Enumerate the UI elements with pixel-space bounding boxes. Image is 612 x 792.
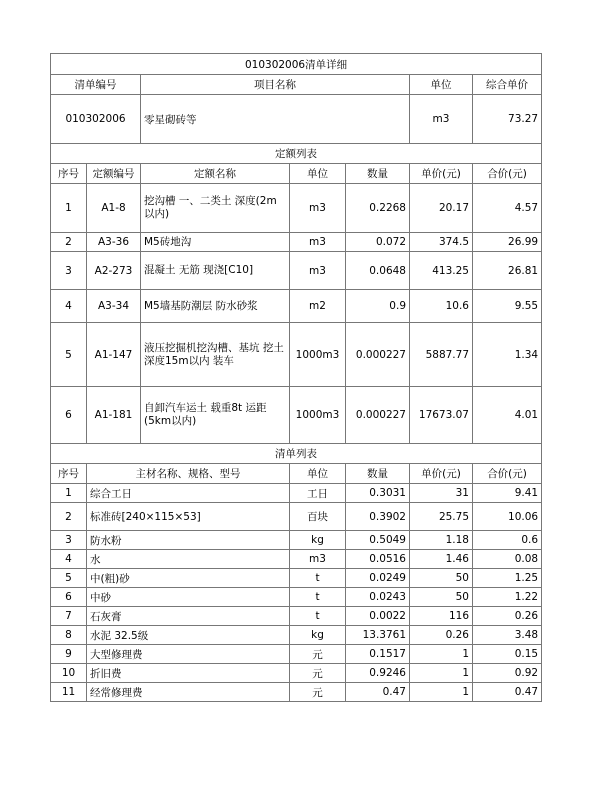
unit-header: 单位	[410, 75, 473, 95]
item-code: 010302006	[51, 95, 141, 144]
material-qty: 0.0243	[346, 588, 410, 607]
material-name: 折旧费	[87, 664, 290, 683]
material-no: 4	[51, 550, 87, 569]
material-no: 9	[51, 645, 87, 664]
material-total: 0.26	[473, 607, 542, 626]
material-qty: 0.0022	[346, 607, 410, 626]
quota-code: A3-34	[87, 290, 141, 323]
quota-price: 5887.77	[410, 323, 473, 387]
material-total: 0.08	[473, 550, 542, 569]
quota-row	[51, 323, 542, 387]
material-qty: 13.3761	[346, 626, 410, 645]
quota-qty: 0.000227	[346, 323, 410, 387]
material-unit: kg	[290, 531, 346, 550]
material-qty: 0.1517	[346, 645, 410, 664]
quota-qty: 0.2268	[346, 184, 410, 233]
quota-row	[51, 184, 542, 233]
material-total: 0.92	[473, 664, 542, 683]
material-unit: t	[290, 569, 346, 588]
column-header: 序号	[51, 164, 87, 184]
column-header: 主材名称、规格、型号	[87, 464, 290, 484]
material-no: 5	[51, 569, 87, 588]
column-header: 定额编号	[87, 164, 141, 184]
quota-price: 20.17	[410, 184, 473, 233]
item-name: 零星砌砖等	[141, 95, 410, 144]
quota-price: 374.5	[410, 233, 473, 252]
material-price: 50	[410, 569, 473, 588]
material-row	[51, 550, 542, 569]
quota-row	[51, 290, 542, 323]
material-qty: 0.3031	[346, 484, 410, 503]
material-no: 6	[51, 588, 87, 607]
quota-section-title: 定额列表	[51, 144, 542, 164]
item-header-row	[51, 75, 542, 95]
title-row	[51, 54, 542, 75]
quota-no: 5	[51, 323, 87, 387]
quota-code: A1-8	[87, 184, 141, 233]
material-no: 7	[51, 607, 87, 626]
quota-total: 9.55	[473, 290, 542, 323]
material-price: 1	[410, 645, 473, 664]
material-total: 0.47	[473, 683, 542, 702]
quota-price: 413.25	[410, 252, 473, 290]
quota-price: 17673.07	[410, 387, 473, 444]
quota-name: 液压挖掘机挖沟槽、基坑 挖土深度15m以内 装车	[141, 323, 290, 387]
material-price: 1.46	[410, 550, 473, 569]
quota-total: 4.57	[473, 184, 542, 233]
quota-name: 挖沟槽 一、二类土 深度(2m以内)	[141, 184, 290, 233]
price-header: 综合单价	[473, 75, 542, 95]
column-header: 单位	[290, 164, 346, 184]
material-row	[51, 531, 542, 550]
column-header: 单位	[290, 464, 346, 484]
material-no: 10	[51, 664, 87, 683]
material-unit: t	[290, 588, 346, 607]
material-row	[51, 683, 542, 702]
column-header: 合价(元)	[473, 464, 542, 484]
item-price: 73.27	[473, 95, 542, 144]
quota-code: A3-36	[87, 233, 141, 252]
material-name: 中砂	[87, 588, 290, 607]
material-total: 0.6	[473, 531, 542, 550]
material-price: 50	[410, 588, 473, 607]
material-unit: 元	[290, 645, 346, 664]
material-name: 防水粉	[87, 531, 290, 550]
material-name: 综合工日	[87, 484, 290, 503]
material-total: 3.48	[473, 626, 542, 645]
material-unit: 工日	[290, 484, 346, 503]
quota-unit: m3	[290, 184, 346, 233]
material-qty: 0.47	[346, 683, 410, 702]
item-unit: m3	[410, 95, 473, 144]
material-qty: 0.9246	[346, 664, 410, 683]
material-price: 1.18	[410, 531, 473, 550]
quota-total: 4.01	[473, 387, 542, 444]
quota-row	[51, 387, 542, 444]
quota-unit: m3	[290, 233, 346, 252]
quota-section-row	[51, 144, 542, 164]
quota-unit: m3	[290, 252, 346, 290]
quota-no: 6	[51, 387, 87, 444]
quota-name: 自卸汽车运土 载重8t 运距(5km以内)	[141, 387, 290, 444]
quota-total: 26.81	[473, 252, 542, 290]
quota-total: 1.34	[473, 323, 542, 387]
material-unit: m3	[290, 550, 346, 569]
material-unit: 元	[290, 683, 346, 702]
quota-code: A2-273	[87, 252, 141, 290]
material-name: 标准砖[240×115×53]	[87, 503, 290, 531]
material-no: 11	[51, 683, 87, 702]
item-row	[51, 95, 542, 144]
material-row	[51, 645, 542, 664]
material-price: 31	[410, 484, 473, 503]
quota-unit: m2	[290, 290, 346, 323]
material-header-row	[51, 464, 542, 484]
material-total: 1.25	[473, 569, 542, 588]
code-header: 清单编号	[51, 75, 141, 95]
material-qty: 0.0249	[346, 569, 410, 588]
material-price: 25.75	[410, 503, 473, 531]
material-qty: 0.5049	[346, 531, 410, 550]
quota-row	[51, 233, 542, 252]
material-row	[51, 626, 542, 645]
name-header: 项目名称	[141, 75, 410, 95]
quota-no: 4	[51, 290, 87, 323]
material-row	[51, 503, 542, 531]
column-header: 数量	[346, 164, 410, 184]
material-unit: kg	[290, 626, 346, 645]
quota-price: 10.6	[410, 290, 473, 323]
material-row	[51, 569, 542, 588]
quota-header-row	[51, 164, 542, 184]
column-header: 合价(元)	[473, 164, 542, 184]
quota-total: 26.99	[473, 233, 542, 252]
material-section-title: 清单列表	[51, 444, 542, 464]
quota-qty: 0.000227	[346, 387, 410, 444]
quota-no: 3	[51, 252, 87, 290]
material-name: 经常修理费	[87, 683, 290, 702]
table-title: 010302006清单详细	[51, 54, 542, 75]
quota-unit: 1000m3	[290, 387, 346, 444]
material-unit: 元	[290, 664, 346, 683]
quota-qty: 0.072	[346, 233, 410, 252]
material-unit: t	[290, 607, 346, 626]
material-price: 1	[410, 664, 473, 683]
quota-no: 1	[51, 184, 87, 233]
material-no: 8	[51, 626, 87, 645]
bill-detail-table	[50, 53, 542, 702]
material-total: 1.22	[473, 588, 542, 607]
column-header: 序号	[51, 464, 87, 484]
material-price: 0.26	[410, 626, 473, 645]
material-total: 9.41	[473, 484, 542, 503]
column-header: 定额名称	[141, 164, 290, 184]
quota-code: A1-181	[87, 387, 141, 444]
material-no: 1	[51, 484, 87, 503]
material-name: 中(粗)砂	[87, 569, 290, 588]
quota-qty: 0.9	[346, 290, 410, 323]
material-total: 0.15	[473, 645, 542, 664]
quota-unit: 1000m3	[290, 323, 346, 387]
material-qty: 0.0516	[346, 550, 410, 569]
quota-name: M5砖地沟	[141, 233, 290, 252]
column-header: 单价(元)	[410, 164, 473, 184]
column-header: 单价(元)	[410, 464, 473, 484]
material-name: 水	[87, 550, 290, 569]
quota-code: A1-147	[87, 323, 141, 387]
quota-row	[51, 252, 542, 290]
quota-no: 2	[51, 233, 87, 252]
material-name: 水泥 32.5级	[87, 626, 290, 645]
material-total: 10.06	[473, 503, 542, 531]
material-price: 116	[410, 607, 473, 626]
material-row	[51, 484, 542, 503]
quota-qty: 0.0648	[346, 252, 410, 290]
material-qty: 0.3902	[346, 503, 410, 531]
material-name: 石灰膏	[87, 607, 290, 626]
material-no: 2	[51, 503, 87, 531]
material-section-row	[51, 444, 542, 464]
material-row	[51, 588, 542, 607]
quota-name: M5墙基防潮层 防水砂浆	[141, 290, 290, 323]
material-row	[51, 664, 542, 683]
material-no: 3	[51, 531, 87, 550]
material-price: 1	[410, 683, 473, 702]
material-name: 大型修理费	[87, 645, 290, 664]
material-unit: 百块	[290, 503, 346, 531]
material-row	[51, 607, 542, 626]
quota-name: 混凝土 无筋 现浇[C10]	[141, 252, 290, 290]
column-header: 数量	[346, 464, 410, 484]
